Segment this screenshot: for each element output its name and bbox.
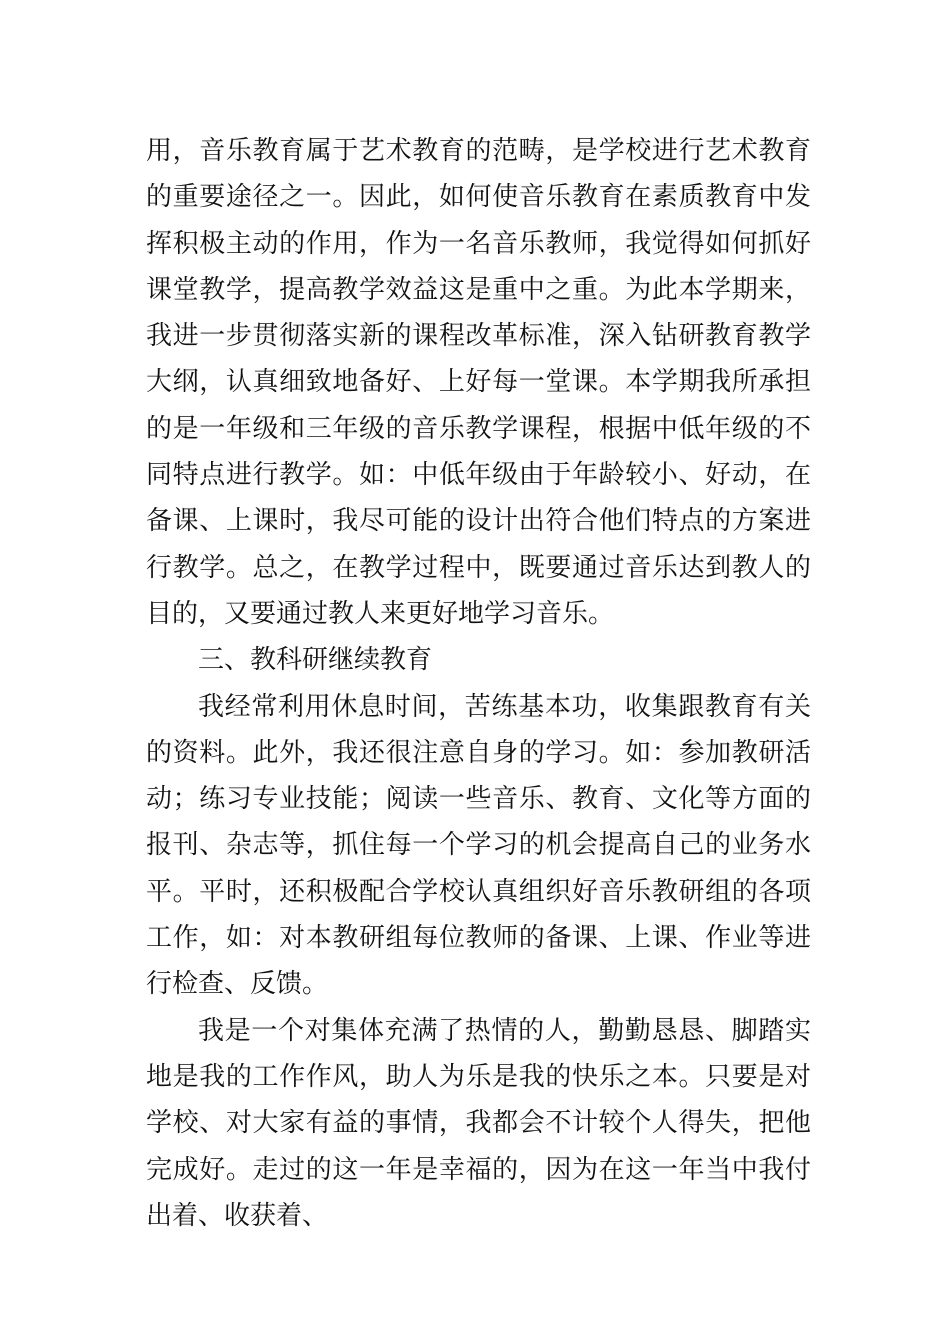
paragraph: 我是一个对集体充满了热情的人，勤勤恳恳、脚踏实地是我的工作作风，助人为乐是我的快乐之本。只要是对学校、对大家有益的事情，我都会不计较个人得失，把他完成好。走过的这一年是幸福的，因为在这一年当中我付出着、收获着、: [146, 1015, 811, 1231]
document-body: [146, 128, 811, 1239]
section-heading: 三、教科研继续教育: [198, 645, 433, 676]
paragraph: 我经常利用休息时间，苦练基本功，收集跟教育有关的资料。此外，我还很注意自身的学习。如：参加教研活动；练习专业技能；阅读一些音乐、教育、文化等方面的报刊、杂志等，抓住每一个学习的机会提高自己的业务水平。平时，还积极配合学校认真组织好音乐教研组的各项工作，如：对本教研组每位教师的备课、上课、作业等进行检查、反馈。: [146, 691, 811, 1000]
paragraph-continued: 用，音乐教育属于艺术教育的范畴，是学校进行艺术教育的重要途径之一。因此，如何使音乐教育在素质教育中发挥积极主动的作用，作为一名音乐教师，我觉得如何抓好课堂教学，提高教学效益这是重中之重。为此本学期来，我进一步贯彻落实新的课程改革标准，深入钻研教育教学大纲，认真细致地备好、上好每一堂课。本学期我所承担的是一年级和三年级的音乐教学课程，根据中低年级的不同特点进行教学。如：中低年级由于年龄较小、好动，在备课、上课时，我尽可能的设计出符合他们特点的方案进行教学。总之，在教学过程中，既要通过音乐达到教人的目的，又要通过教人来更好地学习音乐。: [146, 136, 811, 629]
